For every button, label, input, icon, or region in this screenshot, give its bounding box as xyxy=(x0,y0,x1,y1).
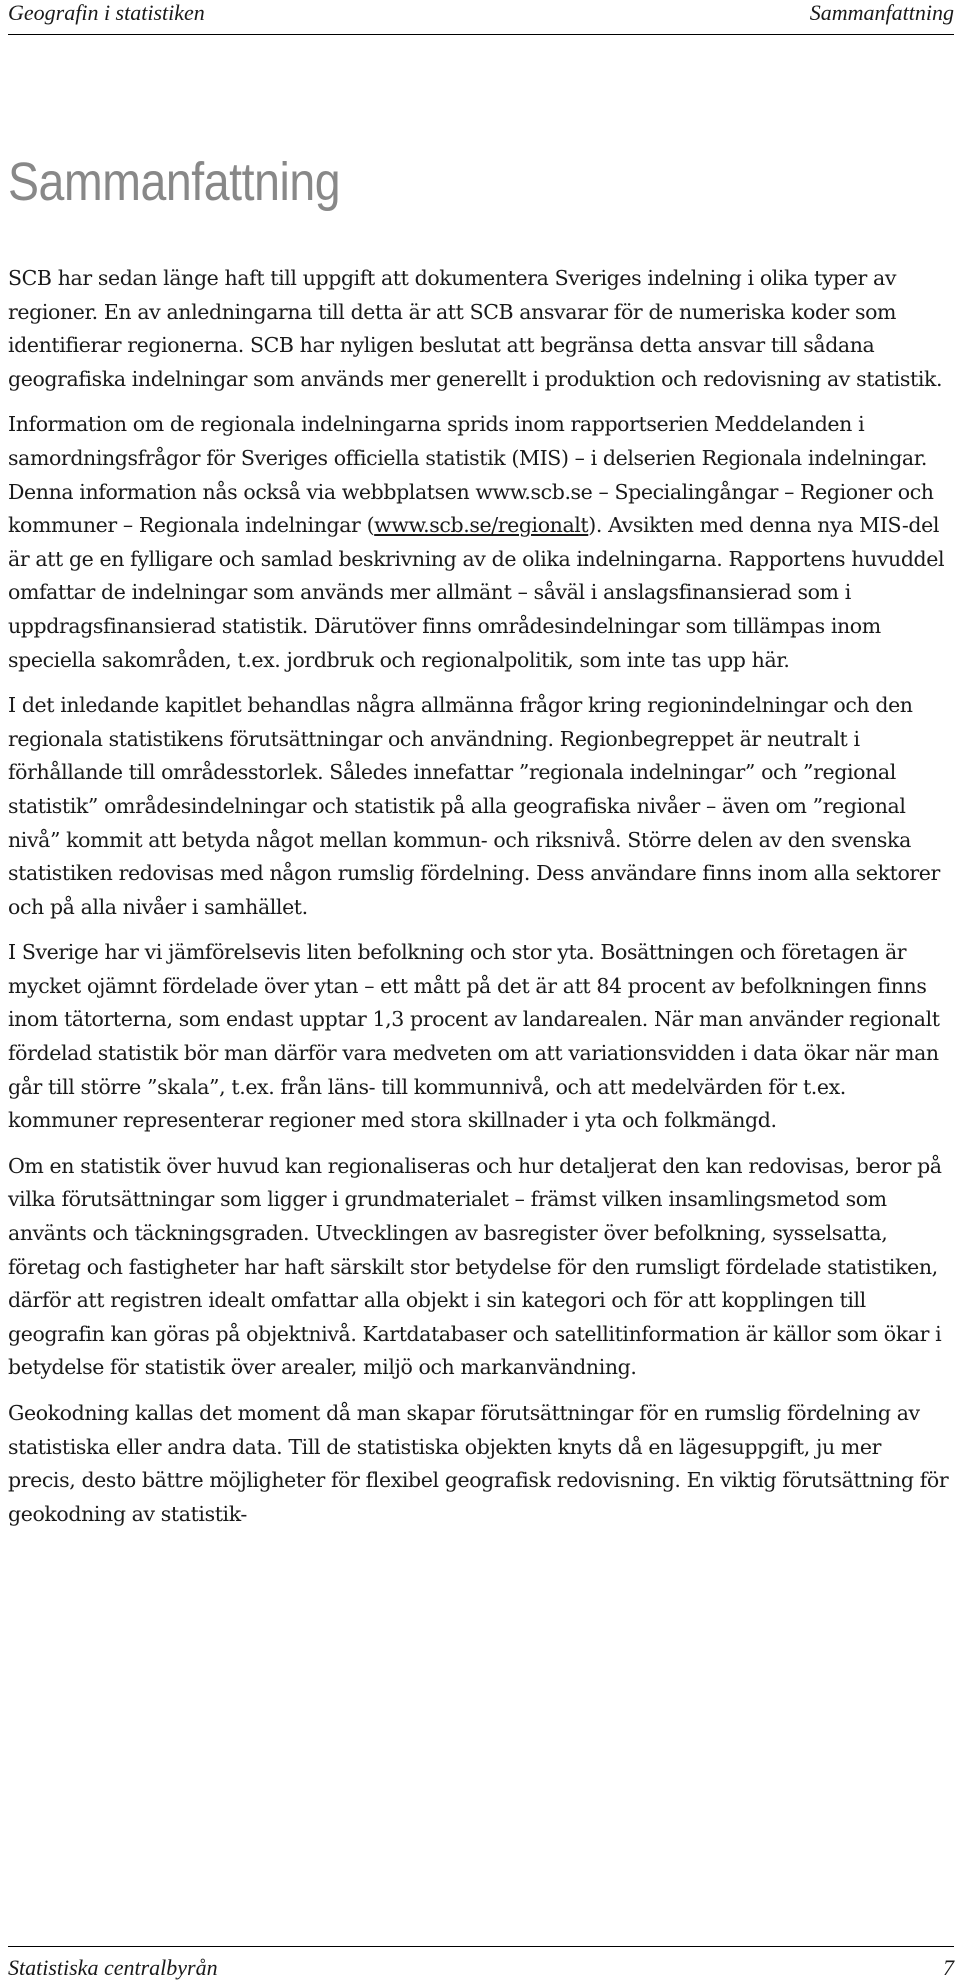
paragraph-2-text-before-link: Information om de regionala indelningarna sprids inom rapportserien Meddelanden i samordningsfrågor för Sveriges officiella statistik (MIS) – i delserien Regionala indelningar. Denna information nås också via webbplatsen www.scb.se – Specialingångar – Regioner och kommuner – Regionala indelningar ( xyxy=(8,412,934,538)
paragraph-2 xyxy=(8,408,952,677)
header-section-title: Sammanfattning xyxy=(809,0,954,25)
paragraph-2-text-after-link: ). Avsikten med denna nya MIS-del är att ge en fylligare och samlad beskrivning av de olika indelningarna. Rapportens huvuddel omfattar de indelningar som används mer allmänt – såväl i anslagsfinansierad som i uppdragsfinansierad statistik. Därutöver finns områdesindelningar som tillämpas inom speciella sakområden, t.ex. jordbruk och regionalpolitik, som inte tas upp här. xyxy=(8,513,945,672)
body-text xyxy=(8,262,952,1543)
running-footer xyxy=(8,1946,954,1981)
running-header xyxy=(8,0,954,35)
header-document-title: Geografin i statistiken xyxy=(8,0,205,25)
paragraph-6: Geokodning kallas det moment då man skapar förutsättningar för en rumslig fördelning av statistiska eller andra data. Till de statistiska objekten knyts då en lägesuppgift, ju mer precis, desto bättre möjligheter för flexibel geografisk redovisning. En viktig förutsättning för geokodning av statistik- xyxy=(8,1401,949,1526)
paragraph-3: I det inledande kapitlet behandlas några allmänna frågor kring regionindelningar och den regionala statistikens förutsättningar och användning. Regionbegreppet är neutralt i förhållande till områdesstorlek. Således innefattar ”regionala indelningar” och ”regional statistik” områdesindelningar och statistik på alla geografiska nivåer – även om ”regional nivå” kommit att betyda något mellan kommun- och riksnivå. Större delen av den svenska statistiken redovisas med någon rumslig fördelning. Dess användare finns inom alla sektorer och på alla nivåer i samhället. xyxy=(8,693,940,919)
paragraph-1: SCB har sedan länge haft till uppgift att dokumentera Sveriges indelning i olika typer av regioner. En av anledningarna till detta är att SCB ansvarar för de numeriska koder som identifierar regionerna. SCB har nyligen beslutat att begränsa detta ansvar till sådana geografiska indelningar som används mer generellt i produktion och redovisning av statistik. xyxy=(8,266,943,391)
regionalt-link[interactable]: www.scb.se/regionalt xyxy=(374,513,589,538)
page-title: Sammanfattning xyxy=(8,152,341,212)
footer-publisher: Statistiska centralbyrån xyxy=(8,1955,218,1980)
page-number: 7 xyxy=(943,1955,954,1980)
paragraph-5: Om en statistik över huvud kan regionaliseras och hur detaljerat den kan redovisas, beror på vilka förutsättningar som ligger i grundmaterialet – främst vilken insamlingsmetod som använts och täckningsgraden. Utvecklingen av basregister över befolkning, sysselsatta, företag och fastigheter har haft särskilt stor betydelse för den rumsligt fördelade statistiken, därför att registren idealt omfattar alla objekt i sin kategori och för att kopplingen till geografin kan göras på objektnivå. Kartdatabaser och satellitinformation är källor som ökar i betydelse för statistik över arealer, miljö och markanvändning. xyxy=(8,1153,942,1380)
paragraph-4: I Sverige har vi jämförelsevis liten befolkning och stor yta. Bosättningen och företagen är mycket ojämnt fördelade över ytan – ett mått på det är att 84 procent av befolkningen finns inom tätorterna, som endast upptar 1,3 procent av landarealen. När man använder regionalt fördelad statistik bör man därför vara medveten om att variationsvidden i data ökar när man går till större ”skala”, t.ex. från läns- till kommunnivå, och att medelvärden för t.ex. kommuner representerar regioner med stora skillnader i yta och folkmängd. xyxy=(8,940,940,1133)
